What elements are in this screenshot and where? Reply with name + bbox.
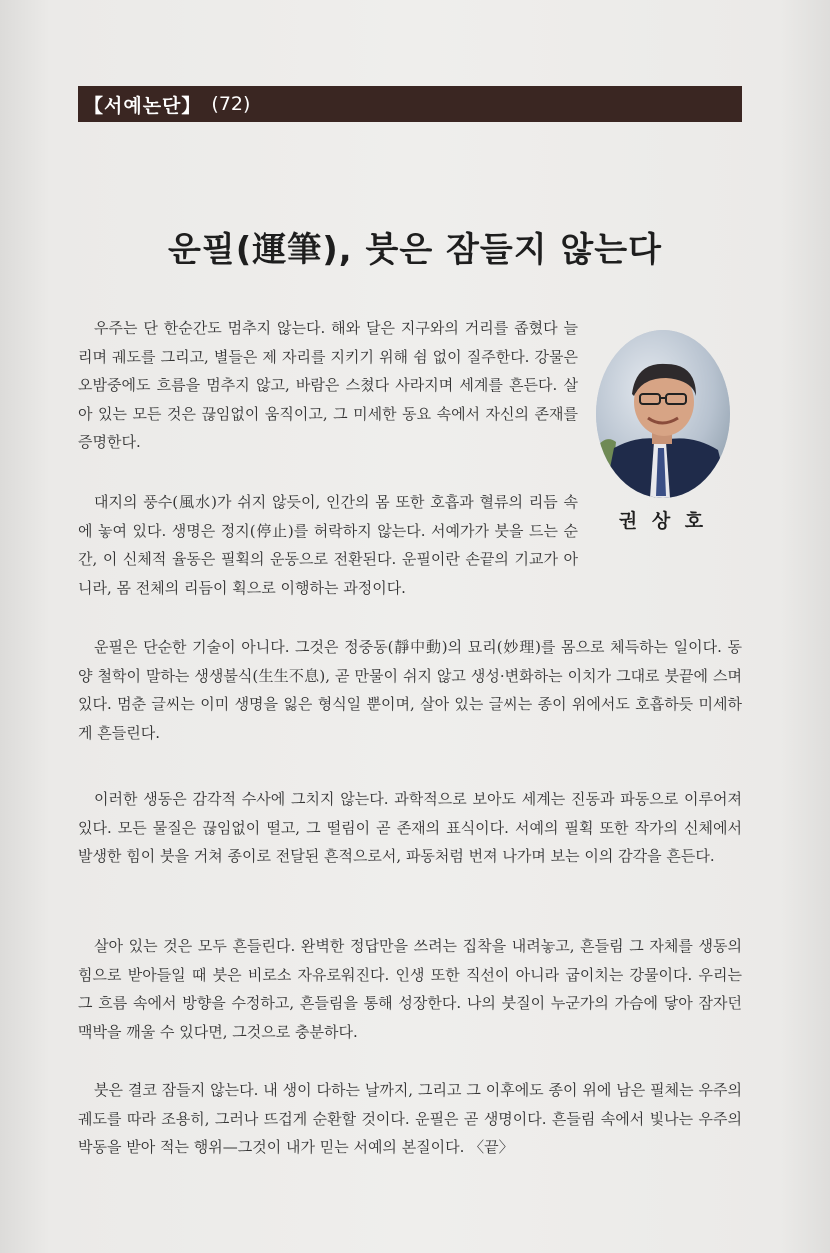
section-tag: 【서예논단】 xyxy=(84,94,202,117)
paragraph-1: 우주는 단 한순간도 멈추지 않는다. 해와 달은 지구와의 거리를 좁혔다 늘리며 궤도를 그리고, 별들은 제 자리를 지키기 위해 쉼 없이 질주한다. 강물은 오밤중에도 흐름을 멈추지 않고, 바람은 스쳤다 사라지며 세계를 흔든다. 살아 있는 모든 것은 끊임없이 움직이고, 그 미세한 동요 속에서 자신의 존재를 증명한다. xyxy=(78,319,578,451)
section-header-bar xyxy=(78,86,742,122)
paragraph-2: 대지의 풍수(風水)가 쉬지 않듯이, 인간의 몸 또한 호흡과 혈류의 리듬 속에 놓여 있다. 생명은 정지(停止)를 허락하지 않는다. 서예가가 붓을 드는 순간, 이 신체적 율동은 필획의 운동으로 전환된다. 운필이란 손끝의 기교가 아니라, 몸 전체의 리듬이 획으로 이행하는 과정이다. xyxy=(78,493,578,597)
paragraph-5: 살아 있는 것은 모두 흔들린다. 완벽한 정답만을 쓰려는 집착을 내려놓고, 흔들림 그 자체를 생동의 힘으로 받아들일 때 붓은 비로소 자유로워진다. 인생 또한 직선이 아니라 굽이치는 강물이다. 우리는 그 흐름 속에서 방향을 수정하고, 흔들림을 통해 성장한다. 나의 붓질이 누군가의 가슴에 닿아 잠자던 맥박을 깨울 수 있다면, 그것으로 충분하다. xyxy=(78,937,742,1041)
author-name: 권 상 호 xyxy=(618,510,708,532)
author-portrait xyxy=(596,330,730,498)
paragraph-4: 이러한 생동은 감각적 수사에 그치지 않는다. 과학적으로 보아도 세계는 진동과 파동으로 이루어져 있다. 모든 물질은 끊임없이 떨고, 그 떨림이 곧 존재의 표식이다. 서예의 필획 또한 작가의 신체에서 발생한 힘이 붓을 거쳐 종이로 전달된 흔적으로서, 파동처럼 번져 나가며 보는 이의 감각을 흔든다. xyxy=(78,790,742,865)
article-title: 운필(運筆), 붓은 잠들지 않는다 xyxy=(168,230,662,270)
paragraph-6: 붓은 결코 잠들지 않는다. 내 생이 다하는 날까지, 그리고 그 이후에도 종이 위에 남은 필체는 우주의 궤도를 따라 조용히, 그러나 뜨겁게 순환할 것이다. 운필은 곧 생명이다. 흔들림 속에서 빛나는 우주의 박동을 받아 적는 행위—그것이 내가 믿는 서예의 본질이다. 〈끝〉 xyxy=(78,1081,742,1156)
author-photo-icon xyxy=(596,330,730,498)
issue-number: (72) xyxy=(211,93,251,115)
paragraph-3: 운필은 단순한 기술이 아니다. 그것은 정중동(靜中動)의 묘리(妙理)를 몸으로 체득하는 일이다. 동양 철학이 말하는 생생불식(生生不息), 곧 만물이 쉬지 않고 생성·변화하는 이치가 그대로 붓끝에 스며 있다. 멈춘 글씨는 이미 생명을 잃은 형식일 뿐이며, 살아 있는 글씨는 종이 위에서도 호흡하듯 미세하게 흔들린다. xyxy=(78,638,742,742)
